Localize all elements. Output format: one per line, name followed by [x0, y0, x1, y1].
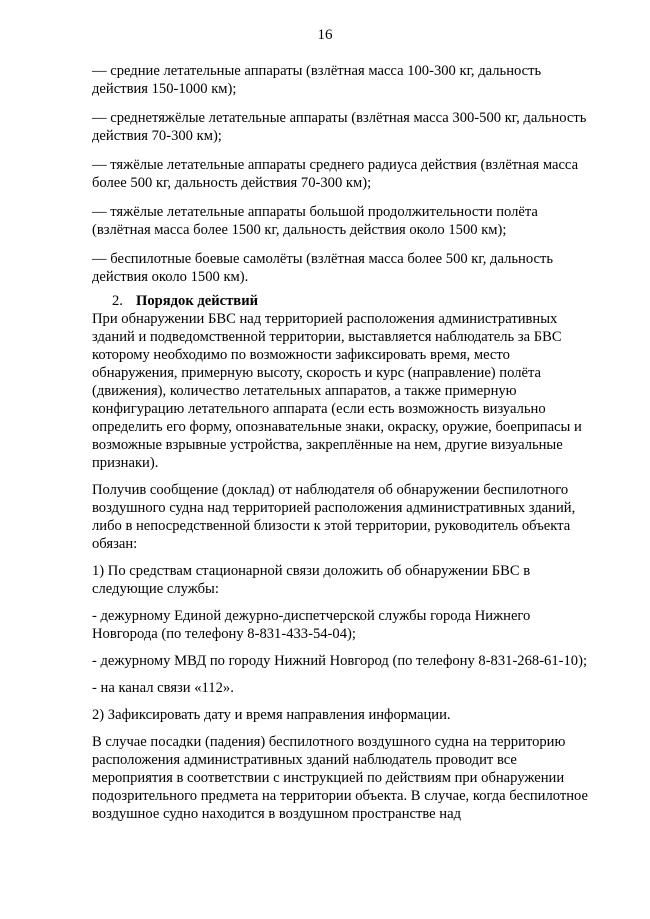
paragraph-manager-duties: Получив сообщение (доклад) от наблюдателя об обнаружении беспилотного воздушного судна над территорией расположения административных зданий, либо в непосредственной близости к этой территории, руководитель объекта обязан: — [92, 482, 576, 552]
page-number: 16 — [317, 27, 333, 43]
section-heading — [92, 292, 592, 310]
bullet-combat-drones: — беспилотные боевые самолёты (взлётная масса более 500 кг, дальность действия около 1500 км). — [92, 251, 553, 285]
paragraph-step-1: 1) По средствам стационарной связи доложить об обнаружении БВС в следующие службы: — [92, 563, 531, 597]
paragraph-edds-contact: - дежурному Единой дежурно-диспетчерской службы города Нижнего Новгорода (по телефону 8-831-433-54-04); — [92, 608, 531, 642]
bullet-heavy-medium-range-aircraft: — тяжёлые летательные аппараты среднего радиуса действия (взлётная масса более 500 кг, дальность действия 70-300 км); — [92, 157, 579, 191]
paragraph-step-2: 2) Зафиксировать дату и время направления информации. — [92, 707, 451, 723]
paragraph-mvd-contact: - дежурному МВД по городу Нижний Новгород (по телефону 8-831-268-61-10); — [92, 653, 588, 669]
paragraph-112-contact: - на канал связи «112». — [92, 680, 234, 696]
section-number: 2. — [112, 293, 123, 309]
bullet-medium-heavy-aircraft: — среднетяжёлые летательные аппараты (взлётная масса 300-500 кг, дальность действия 70-300 км); — [92, 110, 587, 144]
paragraph-observer: При обнаружении БВС над территорией расположения административных зданий и подведомственной территории, выставляется наблюдатель за БВС которому необходимо по возможности зафиксировать время, место обнаружения, примерную высоту, скорость и курс (направление) полёта (движения), количество летательных аппаратов, а также примерную конфигурацию летательного аппарата (если есть возможность визуально определить его форму, опознавательные знаки, окраску, оружие, боеприпасы и возможные взрывные устройства, закреплённые на нем, другие визуальные признаки). — [92, 311, 582, 471]
paragraph-landing-case: В случае посадки (падения) беспилотного воздушного судна на территорию расположения административных зданий наблюдатель проводит все мероприятия в соответствии с инструкцией по действиям при обнаружении подозрительного предмета на территории объекта. В случае, когда беспилотное воздушное судно находится в воздушном пространстве над — [92, 734, 588, 822]
bullet-heavy-long-endurance-aircraft: — тяжёлые летательные аппараты большой продолжительности полёта (взлётная масса более 1500 кг, дальность действия около 1500 км); — [92, 204, 538, 238]
section-title: Порядок действий — [136, 293, 259, 309]
bullet-medium-aircraft: — средние летательные аппараты (взлётная масса 100-300 кг, дальность действия 150-1000 км); — [92, 63, 542, 97]
document-body — [92, 62, 592, 823]
